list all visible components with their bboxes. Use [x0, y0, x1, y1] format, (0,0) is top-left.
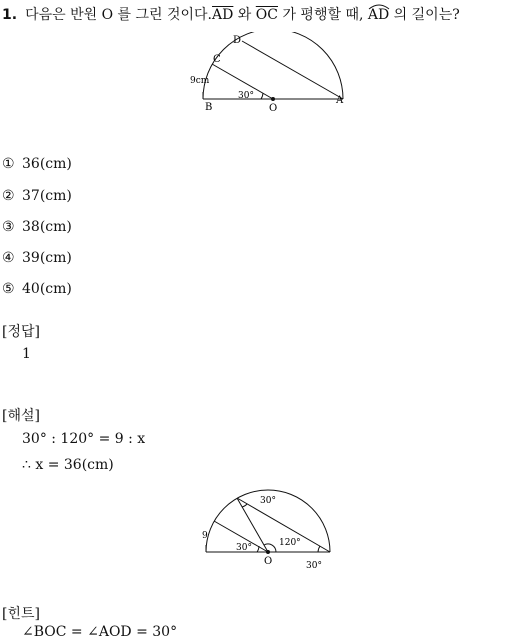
option-3-text: 38(cm) [22, 219, 72, 235]
question-number: 1. [2, 7, 18, 23]
explanation-figure [196, 488, 346, 576]
question-text-mid: 와 [233, 7, 256, 23]
option-3-mark: ③ [2, 219, 15, 235]
hint-label: [힌트] [2, 606, 40, 622]
center-point [271, 97, 275, 101]
label-o-2: O [264, 556, 273, 567]
answer-label: [정답] [2, 324, 40, 340]
angle-arc-left [257, 546, 259, 552]
option-5[interactable] [2, 281, 72, 297]
label-right-angle: 30° [306, 561, 322, 571]
label-center-angle: 120° [279, 538, 301, 548]
question-text-end: 의 길이는? [389, 7, 460, 23]
explanation-line-1: 30° : 120° = 9 : x [22, 431, 146, 447]
segment-oc: $\overline{OC}$ [255, 7, 278, 23]
option-5-mark: ⑤ [2, 281, 15, 297]
option-2-text: 37(cm) [22, 188, 72, 204]
option-2-mark: ② [2, 188, 15, 204]
option-3[interactable] [2, 219, 72, 235]
option-4[interactable] [2, 250, 72, 266]
answer-value: 1 [22, 346, 31, 362]
semicircle-arc [203, 32, 343, 99]
option-1-text: 36(cm) [22, 156, 72, 172]
arc-ad [368, 7, 389, 23]
label-length-2: 9 [202, 531, 208, 541]
segment-ad: $\overline{AD}$ [212, 7, 234, 23]
label-length: 9cm [190, 76, 210, 86]
hint-text: ∠BOC = ∠AOD = 30° [22, 624, 178, 640]
arc-mark-icon [368, 4, 390, 10]
center-point-2 [266, 550, 270, 554]
question-text-mid2: 가 평행할 때, [278, 7, 368, 23]
label-d: D [233, 35, 242, 46]
option-4-text: 39(cm) [22, 250, 72, 266]
angle-arc [261, 93, 263, 99]
option-4-mark: ④ [2, 250, 15, 266]
option-2[interactable] [2, 188, 72, 204]
question-text-before: 다음은 반원 O 를 그린 것이다. [25, 7, 213, 23]
option-1[interactable] [2, 156, 72, 172]
label-angle: 30° [238, 91, 254, 101]
arc-ad-label: AD [367, 7, 390, 23]
option-5-text: 40(cm) [22, 281, 72, 297]
angle-arc-top [242, 504, 247, 507]
angle-arc-right [318, 546, 320, 552]
label-a: A [336, 95, 344, 106]
label-o: O [269, 103, 278, 114]
label-left-angle: 30° [236, 543, 252, 553]
label-c: C [213, 54, 221, 65]
explanation-label: [해설] [2, 408, 40, 424]
option-1-mark: ① [2, 156, 15, 172]
semicircle-figure [185, 32, 355, 114]
explanation-line-2: ∴ x = 36(cm) [22, 457, 114, 473]
label-top-angle: 30° [260, 496, 276, 506]
label-b: B [205, 102, 213, 113]
question [2, 4, 460, 24]
